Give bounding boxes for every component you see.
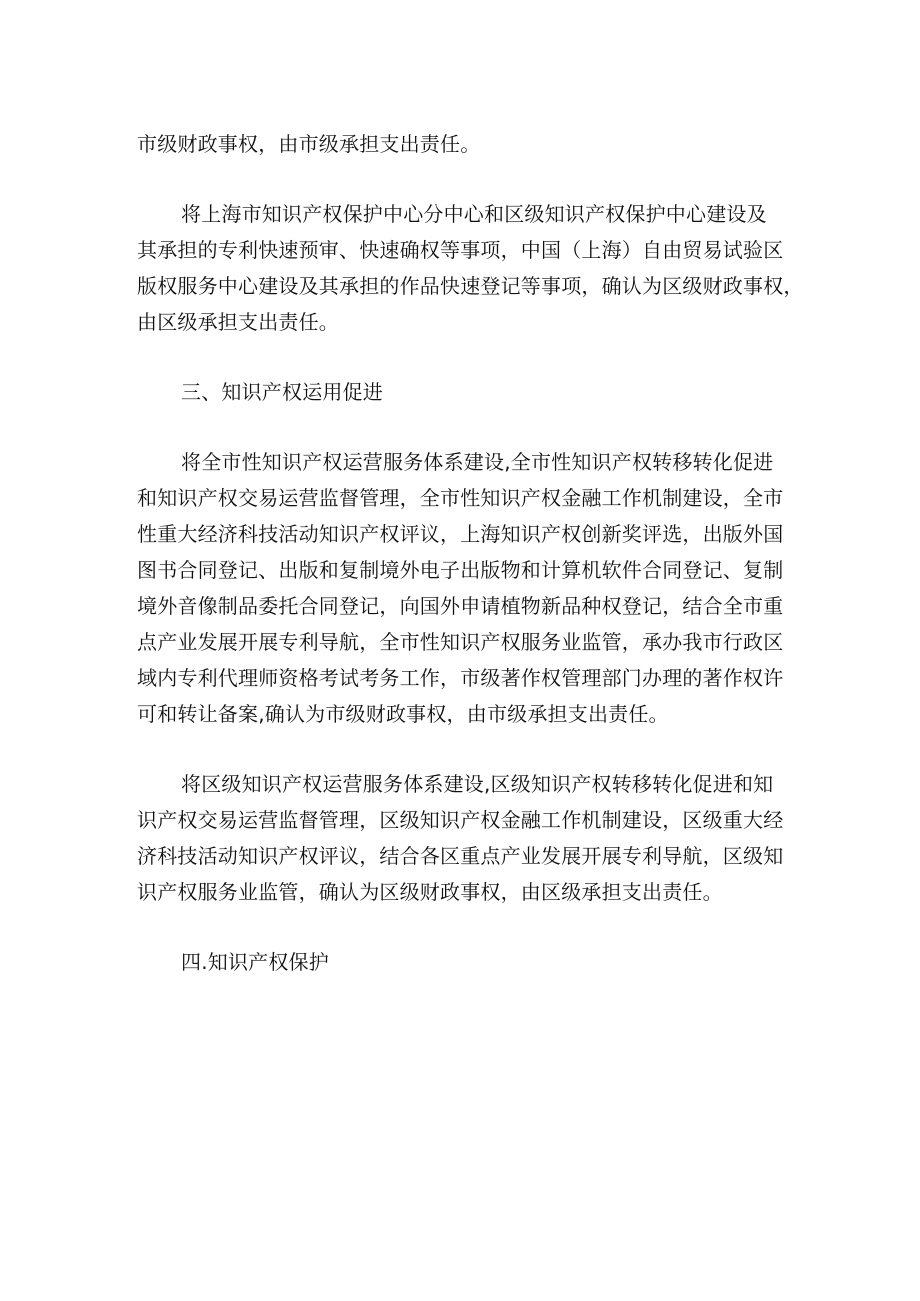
text-line: 可和转让备案,确认为市级财政事权，由市级承担支出责任。: [137, 702, 669, 726]
heading-text: 四.知识产权保护: [181, 950, 329, 974]
text-line: 版权服务中心建设及其承担的作品快速登记等事项，确认为区级财政事权，: [137, 274, 804, 298]
text-line: 将全市性知识产权运营服务体系建设,全市性知识产权转移转化促进: [181, 450, 774, 474]
text-line: 境外音像制品委托合同登记，向国外申请植物新品种权登记，结合全市重: [137, 594, 784, 618]
text-line: 图书合同登记、出版和复制境外电子出版物和计算机软件合同登记、复制: [137, 558, 784, 582]
paragraph-continuation: [137, 126, 787, 162]
section-heading-4: [137, 944, 787, 980]
text-line: 其承担的专利快速预审、快速确权等事项，中国（上海）自由贸易试验区: [137, 238, 784, 262]
text-line: 由区级承担支出责任。: [137, 310, 339, 334]
paragraph-protection-centers: [137, 196, 804, 340]
heading-text: 三、知识产权运用促进: [181, 380, 383, 404]
section-heading-3: [137, 374, 787, 410]
text-line: 和知识产权交易运营监督管理，全市性知识产权金融工作机制建设，全市: [137, 486, 784, 510]
paragraph-district-level-promotion: [137, 766, 787, 910]
text-line: 市级财政事权，由市级承担支出责任。: [137, 132, 481, 156]
document-body: [137, 126, 804, 980]
text-line: 识产权交易运营监督管理，区级知识产权金融工作机制建设，区级重大经: [137, 808, 784, 832]
text-line: 域内专利代理师资格考试考务工作，市级著作权管理部门办理的著作权许: [137, 666, 784, 690]
text-line: 点产业发展开展专利导航，全市性知识产权服务业监管，承办我市行政区: [137, 630, 784, 654]
paragraph-city-level-promotion: [137, 444, 787, 732]
text-line: 将区级知识产权运营服务体系建设,区级知识产权转移转化促进和知: [181, 772, 774, 796]
text-line: 识产权服务业监管，确认为区级财政事权，由区级承担支出责任。: [137, 880, 723, 904]
text-line: 性重大经济科技活动知识产权评议，上海知识产权创新奖评选，出版外国: [137, 522, 784, 546]
text-line: 将上海市知识产权保护中心分中心和区级知识产权保护中心建设及: [181, 202, 767, 226]
text-line: 济科技活动知识产权评议，结合各区重点产业发展开展专利导航，区级知: [137, 844, 784, 868]
